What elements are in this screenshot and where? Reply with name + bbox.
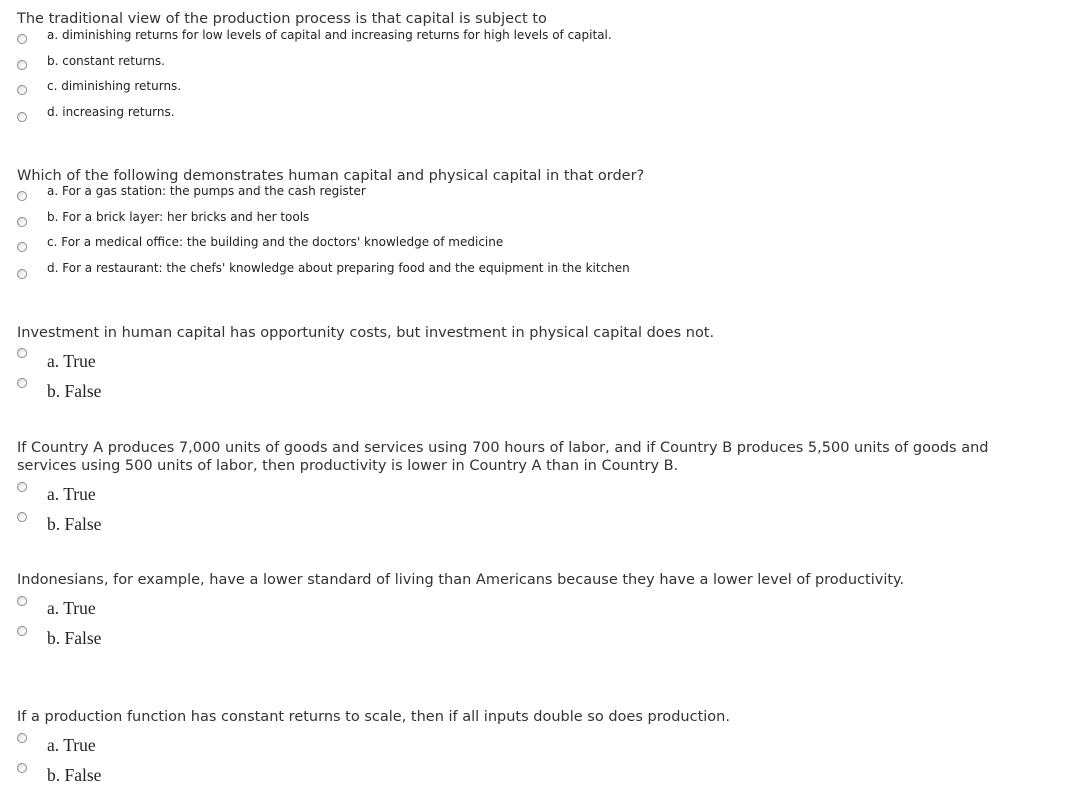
option-label: d. For a restaurant: the chefs' knowledge about preparing food and the equipment in the kitchen: [47, 261, 630, 275]
radio-button[interactable]: [17, 269, 27, 279]
option-label: a. True: [47, 598, 96, 618]
option-label: b. For a brick layer: her bricks and her tools: [47, 210, 310, 224]
radio-button[interactable]: [17, 85, 27, 95]
question-text: If a production function has constant returns to scale, then if all inputs double so does production.: [17, 709, 730, 725]
option-label: a. diminishing returns for low levels of capital and increasing returns for high levels of capital.: [47, 28, 612, 42]
option-label: c. diminishing returns.: [47, 79, 182, 93]
question-text: If Country A produces 7,000 units of goods and services using 700 hours of labor, and if Country B produces 5,500 units of goods and services using 500 units of labor, then productivity is lower in Country A than in Country B.: [17, 440, 989, 474]
radio-button[interactable]: [17, 378, 27, 388]
question-3: [17, 324, 1033, 401]
option-label: a. For a gas station: the pumps and the cash register: [47, 184, 366, 198]
radio-button[interactable]: [17, 512, 27, 522]
question-6: [17, 708, 1033, 785]
radio-button[interactable]: [17, 217, 27, 227]
question-text: The traditional view of the production process is that capital is subject to: [17, 11, 547, 27]
question-4: [17, 439, 1033, 534]
option-label: a. True: [47, 351, 96, 371]
question-2: [17, 167, 1033, 275]
radio-button[interactable]: [17, 626, 27, 636]
radio-button[interactable]: [17, 348, 27, 358]
radio-button[interactable]: [17, 34, 27, 44]
radio-button[interactable]: [17, 596, 27, 606]
option-label: a. True: [47, 735, 96, 755]
option-label: a. True: [47, 484, 96, 504]
question-text: Which of the following demonstrates human capital and physical capital in that order?: [17, 168, 645, 184]
radio-button[interactable]: [17, 733, 27, 743]
question-1: [17, 10, 1033, 119]
radio-button[interactable]: [17, 60, 27, 70]
radio-button[interactable]: [17, 482, 27, 492]
option-label: b. constant returns.: [47, 54, 165, 68]
option-label: d. increasing returns.: [47, 105, 175, 119]
radio-button[interactable]: [17, 242, 27, 252]
option-label: b. False: [47, 381, 102, 401]
radio-button[interactable]: [17, 112, 27, 122]
radio-button[interactable]: [17, 191, 27, 201]
radio-button[interactable]: [17, 763, 27, 773]
option-label: b. False: [47, 514, 102, 534]
option-label: b. False: [47, 628, 102, 648]
option-label: c. For a medical office: the building and the doctors' knowledge of medicine: [47, 235, 504, 249]
option-label: b. False: [47, 765, 102, 785]
question-text: Indonesians, for example, have a lower standard of living than Americans because they have a lower level of productivity.: [17, 572, 905, 588]
question-text: Investment in human capital has opportunity costs, but investment in physical capital does not.: [17, 325, 715, 341]
question-5: [17, 571, 1033, 648]
